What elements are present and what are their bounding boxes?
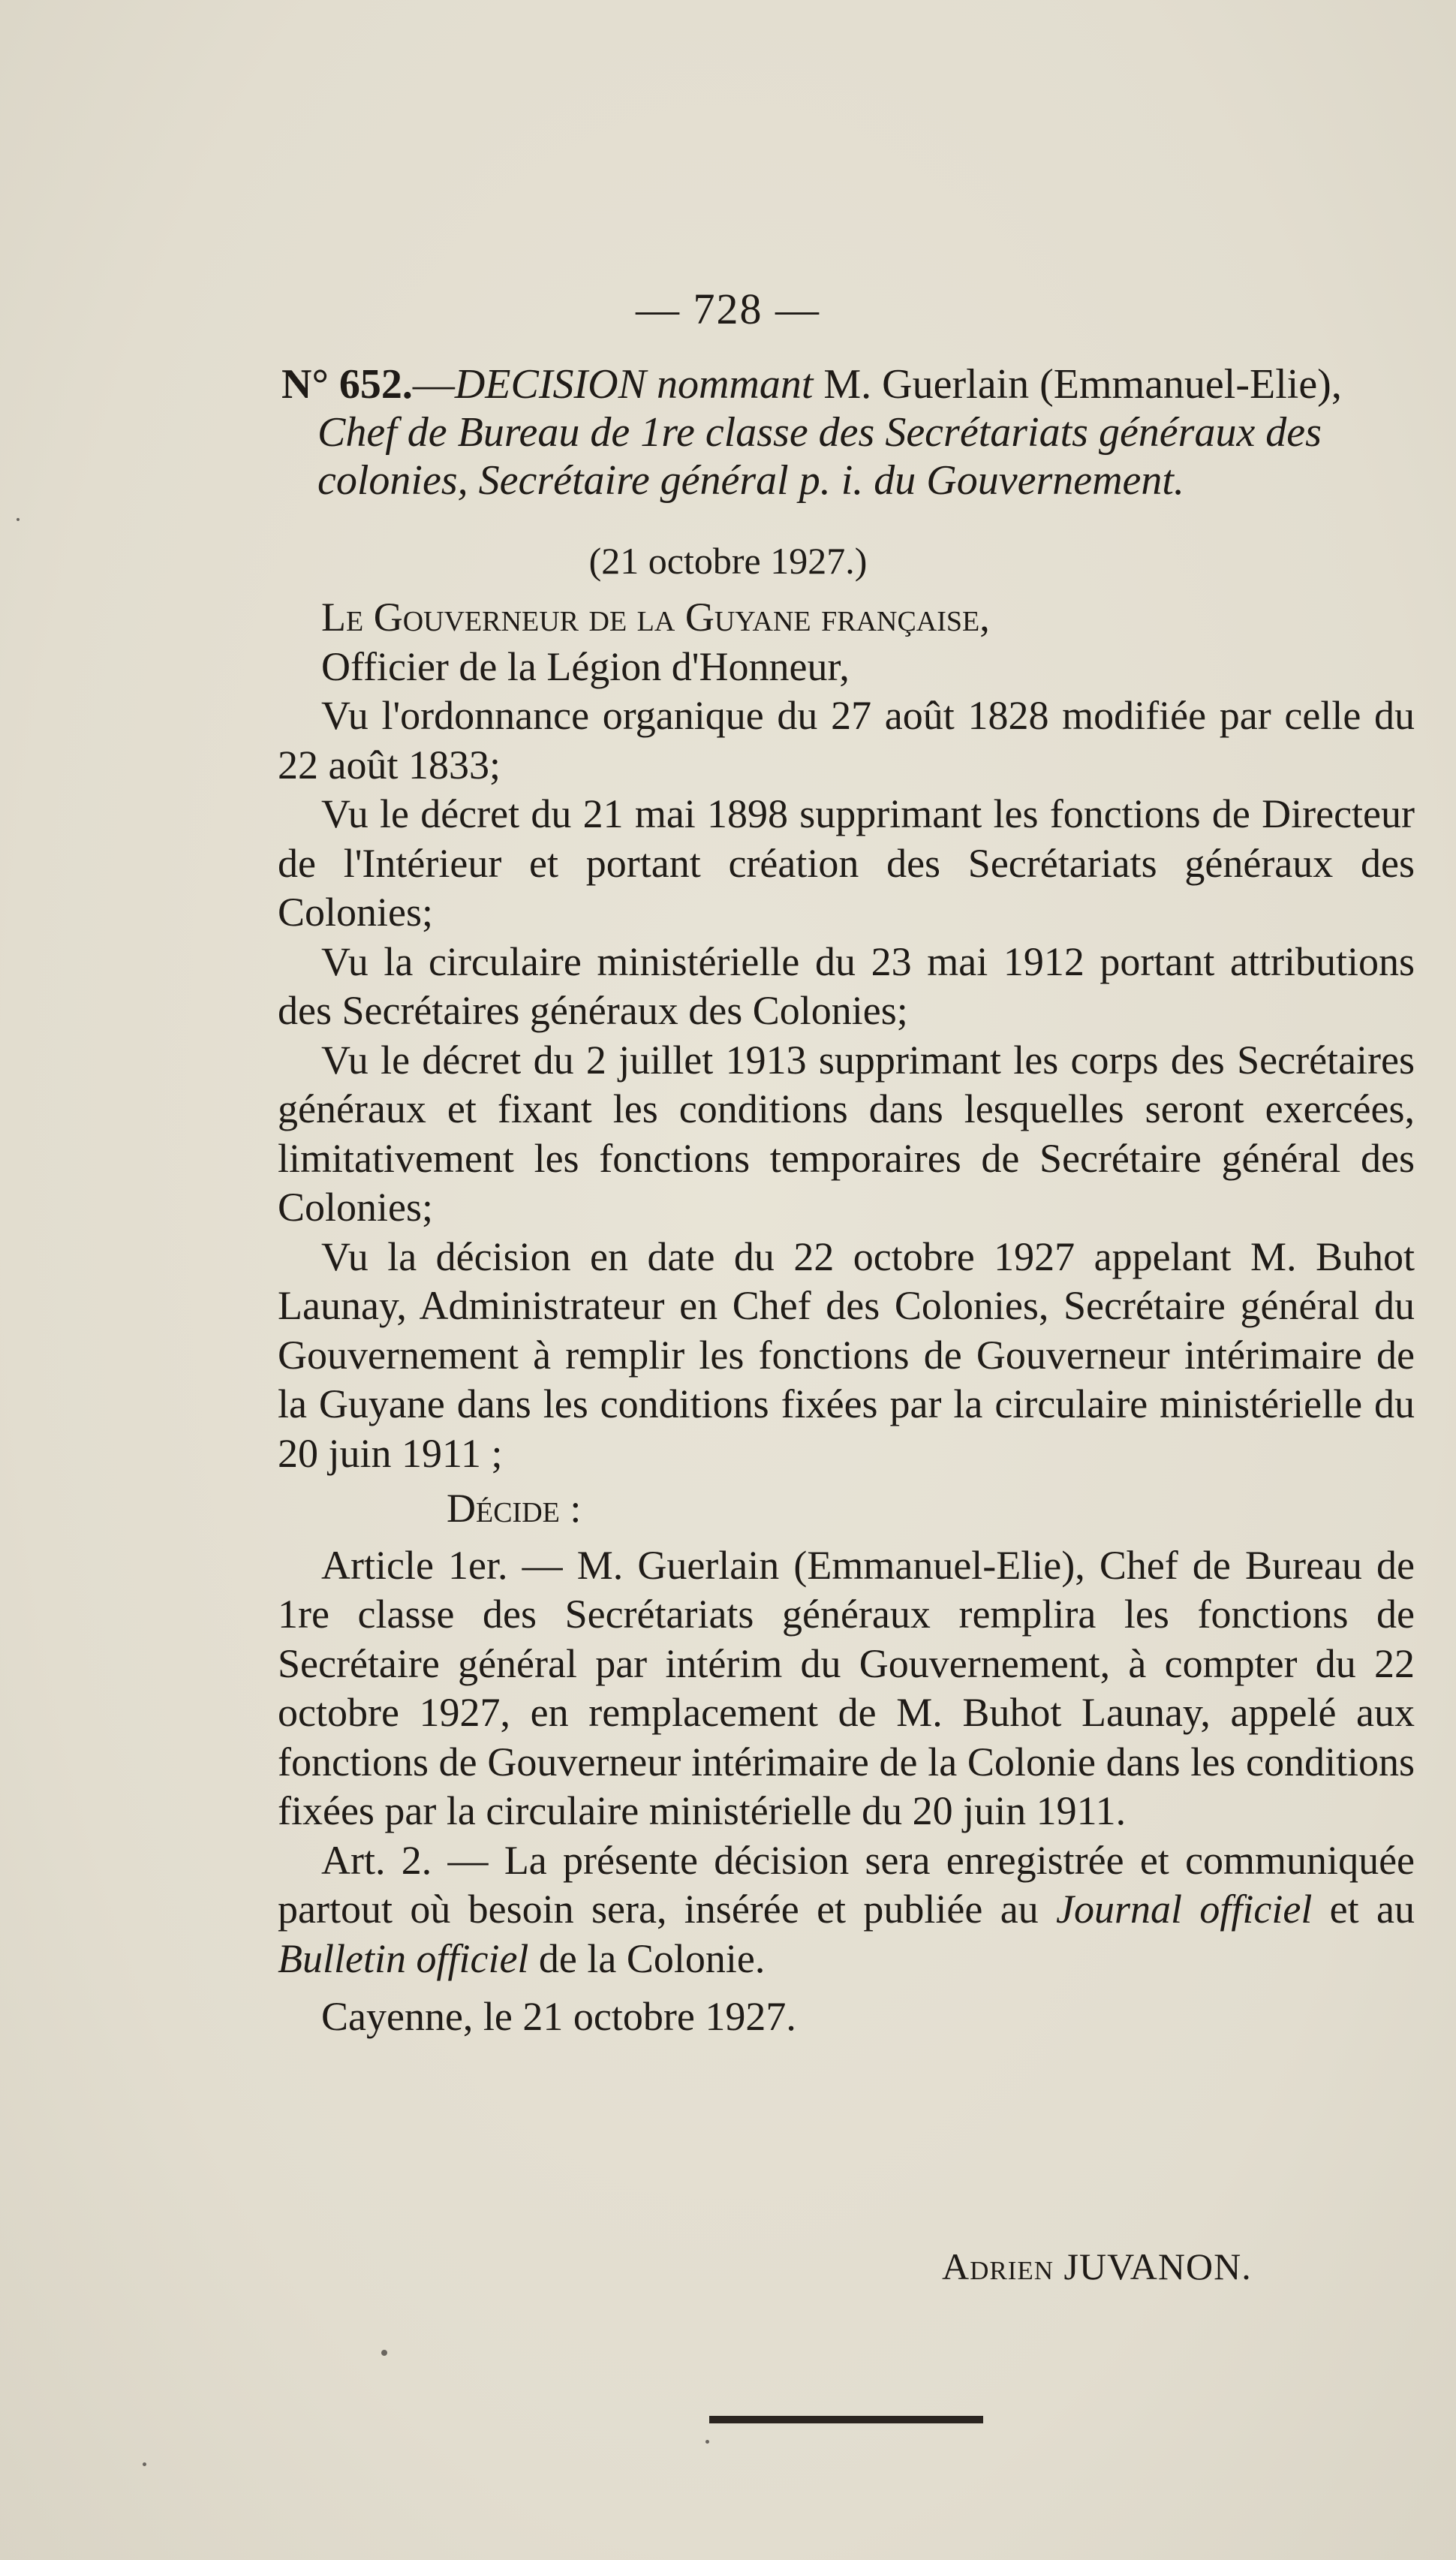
article-1: Article 1er. — M. Guerlain (Emmanuel-Elie), Chef de Bureau de 1re classe des Secrétariats généraux remplira les fonctions de Secrétaire général par intérim du Gouvernement, à compter du 22 octobre 1927, en remplacement de M. Buhot Launay, appelé aux fonctions de Gouverneur intérimaire de la Colonie dans les conditions fixées par la circulaire ministérielle du 20 juin 1911. [278, 1542, 1415, 1833]
decision-date: (21 octobre 1927.) [588, 540, 868, 582]
considerant-1: Vu l'ordonnance organique du 27 août 1828 modifiée par celle du 22 août 1833; [278, 693, 1415, 788]
page-number: — 728 — [636, 285, 820, 333]
speck [143, 2462, 146, 2466]
intro-officer: Officier de la Légion d'Honneur, [321, 643, 850, 689]
journal-officiel: Journal officiel [1056, 1887, 1313, 1932]
closing-rule [709, 2416, 983, 2423]
article-2-prefix: Art. 2. — La présente décision sera enregistrée et communiquée partout où besoin sera, insérée et publiée au [278, 1837, 1415, 1932]
speck [705, 2440, 709, 2444]
intro-governor: Le Gouverneur de la Guyane française, [321, 595, 990, 640]
header-dash: — [412, 361, 455, 408]
document-body [278, 593, 1415, 2042]
bulletin-officiel: Bulletin officiel [278, 1935, 529, 1981]
signature: Adrien JUVANON. [942, 2245, 1252, 2287]
article-2-suffix: de la Colonie. [528, 1935, 766, 1981]
header-name: M. Guerlain (Emmanuel-Elie), [813, 361, 1342, 408]
decide-heading: Décide : [447, 1486, 582, 1531]
considerant-2: Vu le décret du 21 mai 1898 supprimant les fonctions de Directeur de l'Intérieur et portant création des Secrétariats généraux des Colonies; [278, 791, 1415, 935]
speck [17, 518, 20, 521]
article-2-middle: et au [1312, 1887, 1415, 1932]
header-title-line: Chef de Bureau de 1re classe des Secrétariats généraux des colonies, Secrétaire général p. i. du Gouvernement. [317, 409, 1322, 504]
decision-number: N° 652. [281, 361, 413, 408]
considerant-3: Vu la circulaire ministérielle du 23 mai 1912 portant attributions des Secrétaires généraux des Colonies; [278, 938, 1415, 1033]
decision-label: DECISION [454, 361, 646, 408]
considerant-5: Vu la décision en date du 22 octobre 1927 appelant M. Buhot Launay, Administrateur en Chef des Colonies, Secrétaire général du Gouvernement à remplir les fonctions de Gouverneur intérimaire de la Guyane dans les conditions fixées par la circulaire ministérielle du 20 juin 1911 ; [278, 1233, 1415, 1476]
nommant-word: nommant [656, 361, 814, 408]
speck [381, 2350, 387, 2356]
article-2 [278, 1836, 1415, 1984]
considerant-4: Vu le décret du 2 juillet 1913 supprimant les corps des Secrétaires généraux et fixant les conditions dans lesquelles seront exercées, limitativement les fonctions temporaires de Secrétaire général des Colonies; [278, 1037, 1415, 1230]
closing-place-date: Cayenne, le 21 octobre 1927. [321, 1994, 796, 2039]
decision-header [281, 360, 1415, 504]
